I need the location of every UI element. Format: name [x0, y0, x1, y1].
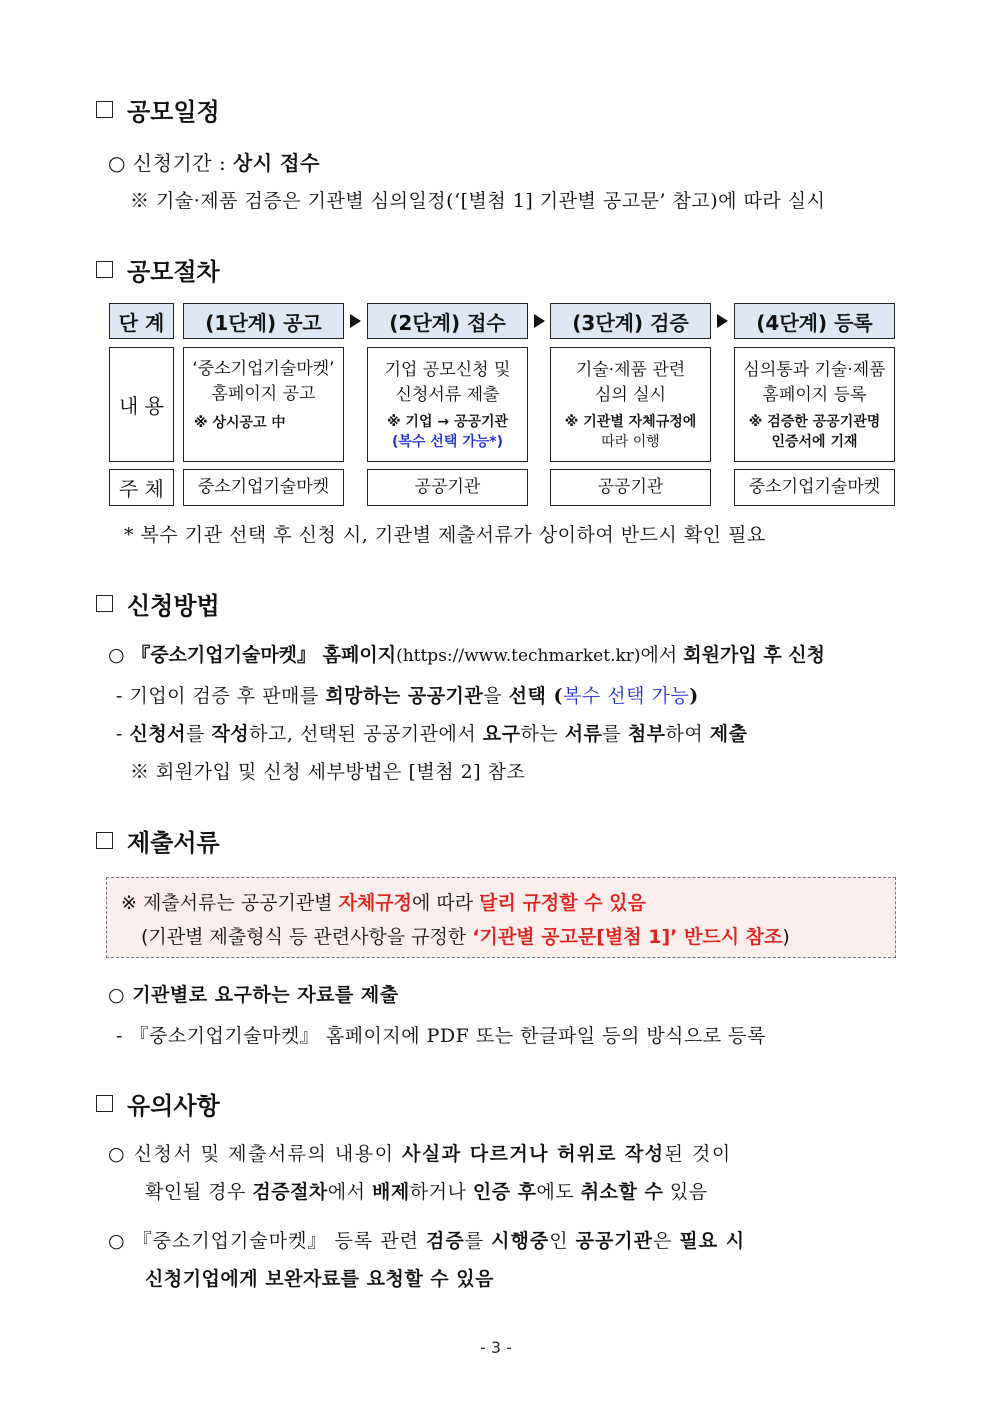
row-label-stage: 단 계	[109, 303, 174, 339]
stage-2-subject: 공공기관	[367, 469, 528, 506]
section-title-cautions: 유의사항	[96, 1086, 220, 1121]
section-title-method: 신청방법	[96, 586, 220, 621]
method-main: ○ 『중소기업기술마켓』 홈페이지(https://www.techmarket.kr)에서 회원가입 후 신청	[108, 644, 826, 666]
checkbox-square-icon	[96, 595, 113, 612]
arrow-right-icon	[717, 314, 728, 328]
stage-4-content: 심의통과 기술·제품 홈페이지 등록 ※ 검증한 공공기관명 인증서에 기재	[734, 347, 895, 462]
procedure-footnote: * 복수 기관 선택 후 신청 시, 기관별 제출서류가 상이하여 반드시 확인 필요	[124, 524, 766, 546]
row-label-content: 내 용	[109, 347, 174, 462]
stage-2-header: (2단계) 접수	[367, 303, 528, 339]
page-number: - 3 -	[480, 1338, 512, 1357]
stage-2-content: 기업 공모신청 및 신청서류 제출 ※ 기업 → 공공기관 (복수 선택 가능*)	[367, 347, 528, 462]
method-note: ※ 회원가입 및 신청 세부방법은 [별첨 2] 참조	[130, 761, 526, 783]
stage-3-content: 기술·제품 관련 심의 실시 ※ 기관별 자체규정에 따라 이행	[550, 347, 711, 462]
arrow-right-icon	[350, 314, 361, 328]
section-title-procedure: 공모절차	[96, 252, 220, 287]
cautions-para-2-line-2: 신청기업에게 보완자료를 요청할 수 있음	[145, 1268, 494, 1290]
stage-1-subject: 중소기업기술마켓	[183, 469, 344, 506]
documents-sub: - 『중소기업기술마켓』 홈페이지에 PDF 또는 한글파일 등의 방식으로 등록	[116, 1025, 766, 1047]
stage-4-header: (4단계) 등록	[734, 303, 895, 339]
arrow-right-icon	[534, 314, 545, 328]
checkbox-square-icon	[96, 832, 113, 849]
checkbox-square-icon	[96, 261, 113, 278]
checkbox-square-icon	[96, 101, 113, 118]
cautions-para-1-line-1: ○ 신청서 및 제출서류의 내용이 사실과 다르거나 허위로 작성된 것이	[108, 1143, 732, 1165]
section-title-schedule: 공모일정	[96, 92, 220, 127]
stage-3-subject: 공공기관	[550, 469, 711, 506]
row-label-subject: 주 체	[109, 469, 174, 506]
checkbox-square-icon	[96, 1095, 113, 1112]
stage-4-subject: 중소기업기술마켓	[734, 469, 895, 506]
cautions-para-2-line-1: ○ 『중소기업기술마켓』 등록 관련 검증를 시행중인 공공기관은 필요 시	[108, 1230, 746, 1252]
section-title-documents: 제출서류	[96, 823, 220, 858]
documents-notice-box: ※ 제출서류는 공공기관별 자체규정에 따라 달리 규정할 수 있음 (기관별 제출형식 등 관련사항을 규정한 ‘기관별 공고문[별첨 1]’ 반드시 참조)	[106, 877, 896, 958]
stage-1-header: (1단계) 공고	[183, 303, 344, 339]
documents-main: ○ 기관별로 요구하는 자료를 제출	[108, 984, 399, 1006]
method-sub-2: - 신청서를 작성하고, 선택된 공공기관에서 요구하는 서류를 첨부하여 제출	[116, 723, 748, 745]
stage-1-content: ‘중소기업기술마켓’ 홈페이지 공고 ※ 상시공고 中	[183, 347, 344, 462]
cautions-para-1-line-2: 확인될 경우 검증절차에서 배제하거나 인증 후에도 취소할 수 있음	[145, 1181, 708, 1203]
schedule-note: ※ 기술·제품 검증은 기관별 심의일정(‘[별첨 1] 기관별 공고문’ 참고)에 따라 실시	[130, 190, 826, 212]
method-sub-1: - 기업이 검증 후 판매를 희망하는 공공기관을 선택 (복수 선택 가능)	[116, 685, 699, 707]
stage-3-header: (3단계) 검증	[550, 303, 711, 339]
schedule-period: ○ 신청기간 : 상시 접수	[108, 151, 320, 175]
